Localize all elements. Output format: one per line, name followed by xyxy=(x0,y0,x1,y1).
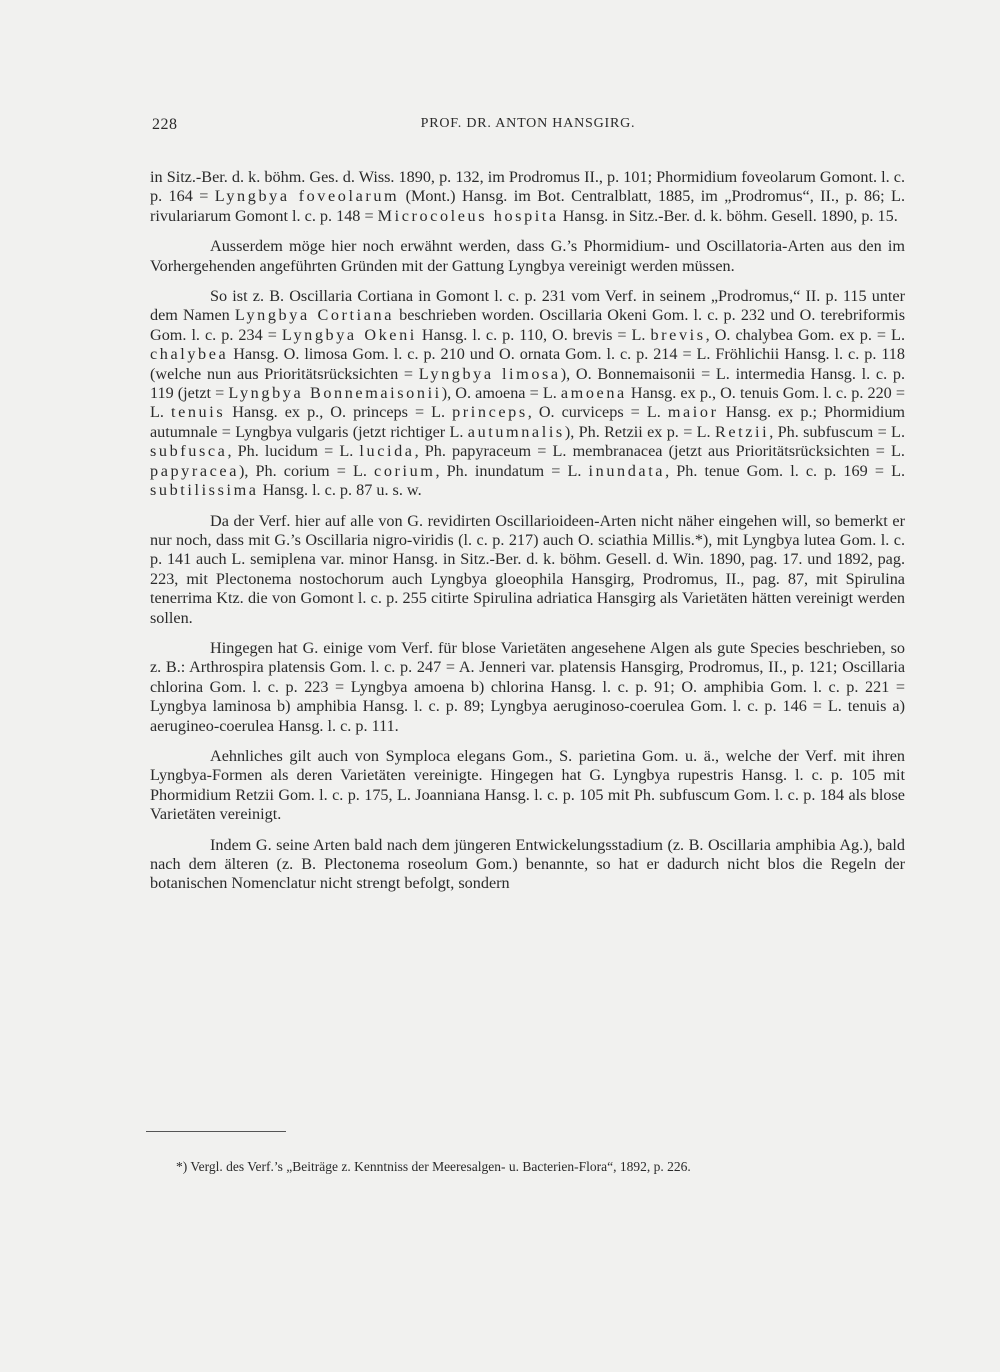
text-run: ), Ph. corium = L. xyxy=(239,461,375,480)
text-run: , Ph. papyraceum = L. membranacea (jetzt aus Prioritätsrücksichten = L. xyxy=(414,442,905,461)
paragraph xyxy=(150,639,905,736)
text-run: Da der Verf. hier auf alle von G. revidirten Oscillarioideen-Arten nicht näher eingehen will, so bemerkt er nur noch, dass mit G.’s Oscillaria nigro-viridis (l. c. p. 217) auch O. sciathia Millis.*), mit Lyngbya lutea Gom. l. c. p. 141 auch L. semiplena var. minor Hansg. in Sitz.-Ber. d. k. böhm. Gesell. d. Win. 1890, pag. 17. und 1892, pag. 223, mit Plectonema nostochorum auch Lyngbya gloeophila Hansgirg, Prodromus, II., pag. 87, mit Spirulina tenerrima Ktz. die von Gomont l. c. p. 255 citirte Spirulina adriatica Hansgirg als Varietäten hätten vereinigt werden sollen. xyxy=(150,511,905,627)
text-run: in Sitz.-Ber. d. k. böhm. Ges. d. Wiss. 1890, p. 132, im Prodromus II., p. 101; Phormidium foveolarum Gomont. l. c. p. 164 = xyxy=(150,168,905,206)
spaced-taxon-name: chalybea xyxy=(150,345,229,364)
spaced-taxon-name: Lyngbya Okeni xyxy=(281,325,417,344)
text-run: Hansg. l. c. p. 110, O. brevis = L. xyxy=(416,325,651,344)
footnote-divider xyxy=(146,1131,286,1132)
spaced-taxon-name: autumnalis xyxy=(467,422,565,441)
spaced-taxon-name: lucida xyxy=(359,442,415,461)
text-run: Hansg. ex p., O. princeps = L. xyxy=(225,403,453,422)
text-run: Hansg. ex p.; Phormidium autumnale = Lyngbya vulgaris (jetzt richtiger L. xyxy=(150,403,906,441)
text-run: Indem G. seine Arten bald nach dem jüngeren Entwickelungsstadium (z. B. Oscillaria amphibia Ag.), bald nach dem älteren (z. B. Plectonema roseolum Gom.) benannte, so hat er dadurch nicht blos die Regeln der botanischen Nomenclatur nicht strengt befolgt, sondern xyxy=(150,835,905,893)
text-run: , O. curviceps = L. xyxy=(527,403,668,422)
paragraph xyxy=(150,237,905,276)
text-run: Aehnliches gilt auch von Symploca elegans Gom., S. parietina Gom. u. ä., welche der Verf. mit ihren Lyngbya-Formen als deren Varietäten vereinigte. Hingegen hat G. Lyngbya rupestris Hansg. l. c. p. 105 mit Phormidium Retzii Gom. l. c. p. 175, L. Joanniana Hansg. l. c. p. 105 mit Ph. subfuscum Gom. l. c. p. 184 als blose Varietäten vereinigt. xyxy=(150,746,905,824)
running-head: PROF. DR. ANTON HANSGIRG. xyxy=(420,116,636,131)
paragraph xyxy=(150,512,905,628)
page-number: 228 xyxy=(152,116,178,133)
spaced-taxon-name: papyracea xyxy=(150,461,239,480)
text-run: beschrieben worden. Oscillaria Okeni Gom. l. c. p. 232 und O. terebriformis Gom. l. c. p. 234 = xyxy=(150,306,905,344)
spaced-taxon-name: amoena xyxy=(560,384,627,403)
text-run: Ausserdem möge hier noch erwähnt werden, dass G.’s Phormidium- und Oscillatoria-Arten aus den im Vorhergehenden angeführten Gründen mit der Gattung Lyngbya vereinigt werden müssen. xyxy=(150,237,905,275)
text-run: Hingegen hat G. einige vom Verf. für blose Varietäten angesehene Algen als gute Species beschrieben, so z. B.: Arthrospira platensis Gom. l. c. p. 247 = A. Jenneri var. platensis Hansgirg, Prodromus, II., p. 121; Oscillaria chlorina Gom. l. c. p. 223 = Lyngbya amoena b) chlorina Hansg. l. c. p. 91; O. amphibia Gom. l. c. p. 221 = Lyngbya laminosa b) amphibia Hansg. l. c. p. 89; Lyngbya aeruginoso-coerulea Gom. l. c. p. 146 = L. tenuis a) aerugineo-coerulea Hansg. l. c. p. 111. xyxy=(150,638,905,735)
paragraph xyxy=(150,836,905,894)
text-run: ), O. Bonnemaisonii = L. intermedia Hansg. l. c. p. 119 (jetzt = xyxy=(150,364,905,403)
footnote: *) Vergl. des Verf.’s „Beiträge z. Kenntniss der Meeresalgen- u. Bacterien-Flora“, 1892, p. 226. xyxy=(176,1159,691,1174)
text-run: So ist z. B. Oscillaria Cortiana in Gomont l. c. p. 231 vom Verf. in seinem „Prodromus,“ II. p. 115 unter dem Namen xyxy=(150,287,905,325)
spaced-taxon-name: Lyngbya limosa xyxy=(418,364,561,383)
text-run: ), O. amoena = L. xyxy=(441,384,561,403)
text-run: Hansg. ex p., O. tenuis Gom. l. c. p. 220 = L. xyxy=(150,384,906,422)
text-run: (Mont.) Hansg. im Bot. Centralblatt, 1885, im „Prodromus“, II., p. 86; L. rivulariarum Gomont l. c. p. 148 = xyxy=(150,187,905,225)
paragraph xyxy=(150,168,905,226)
body-text xyxy=(150,168,905,905)
page-header xyxy=(152,116,904,140)
text-run: Hansg. O. limosa Gom. l. c. p. 210 und O. ornata Gom. l. c. p. 214 = L. Fröhlichii Hansg. l. c. p. 118 (welche nun aus Prioritätsrücksichten = xyxy=(150,345,905,383)
spaced-taxon-name: Microcoleus hospita xyxy=(377,206,559,225)
text-run: Hansg. l. c. p. 87 u. s. w. xyxy=(258,481,422,500)
text-run: , Ph. inundatum = L. xyxy=(435,461,589,480)
spaced-taxon-name: tenuis xyxy=(170,403,226,422)
text-run: , O. chalybea Gom. ex p. = L. xyxy=(705,325,905,344)
spaced-taxon-name: subtilissima xyxy=(150,481,259,500)
spaced-taxon-name: princeps xyxy=(452,403,528,422)
text-run: ), Ph. Retzii ex p. = L. xyxy=(564,422,715,441)
spaced-taxon-name: corium xyxy=(374,461,436,480)
paragraph xyxy=(150,747,905,825)
text-run: , Ph. lucidum = L. xyxy=(227,442,360,461)
spaced-taxon-name: maior xyxy=(667,403,719,422)
paragraph xyxy=(150,287,905,500)
spaced-taxon-name: subfusca xyxy=(150,442,228,461)
text-run: , Ph. subfuscum = L. xyxy=(769,422,905,441)
spaced-taxon-name: Retzii xyxy=(714,422,770,441)
spaced-taxon-name: brevis xyxy=(650,325,706,344)
spaced-taxon-name: inundata xyxy=(588,461,666,480)
spaced-taxon-name: Lyngbya Bonnemaisonii xyxy=(228,384,442,403)
text-run: Hansg. in Sitz.-Ber. d. k. böhm. Gesell. 1890, p. 15. xyxy=(558,206,898,225)
text-run: , Ph. tenue Gom. l. c. p. 169 = L. xyxy=(665,461,905,480)
spaced-taxon-name: Lyngbya Cortiana xyxy=(234,306,394,325)
spaced-taxon-name: Lyngbya foveolarum xyxy=(214,187,400,206)
